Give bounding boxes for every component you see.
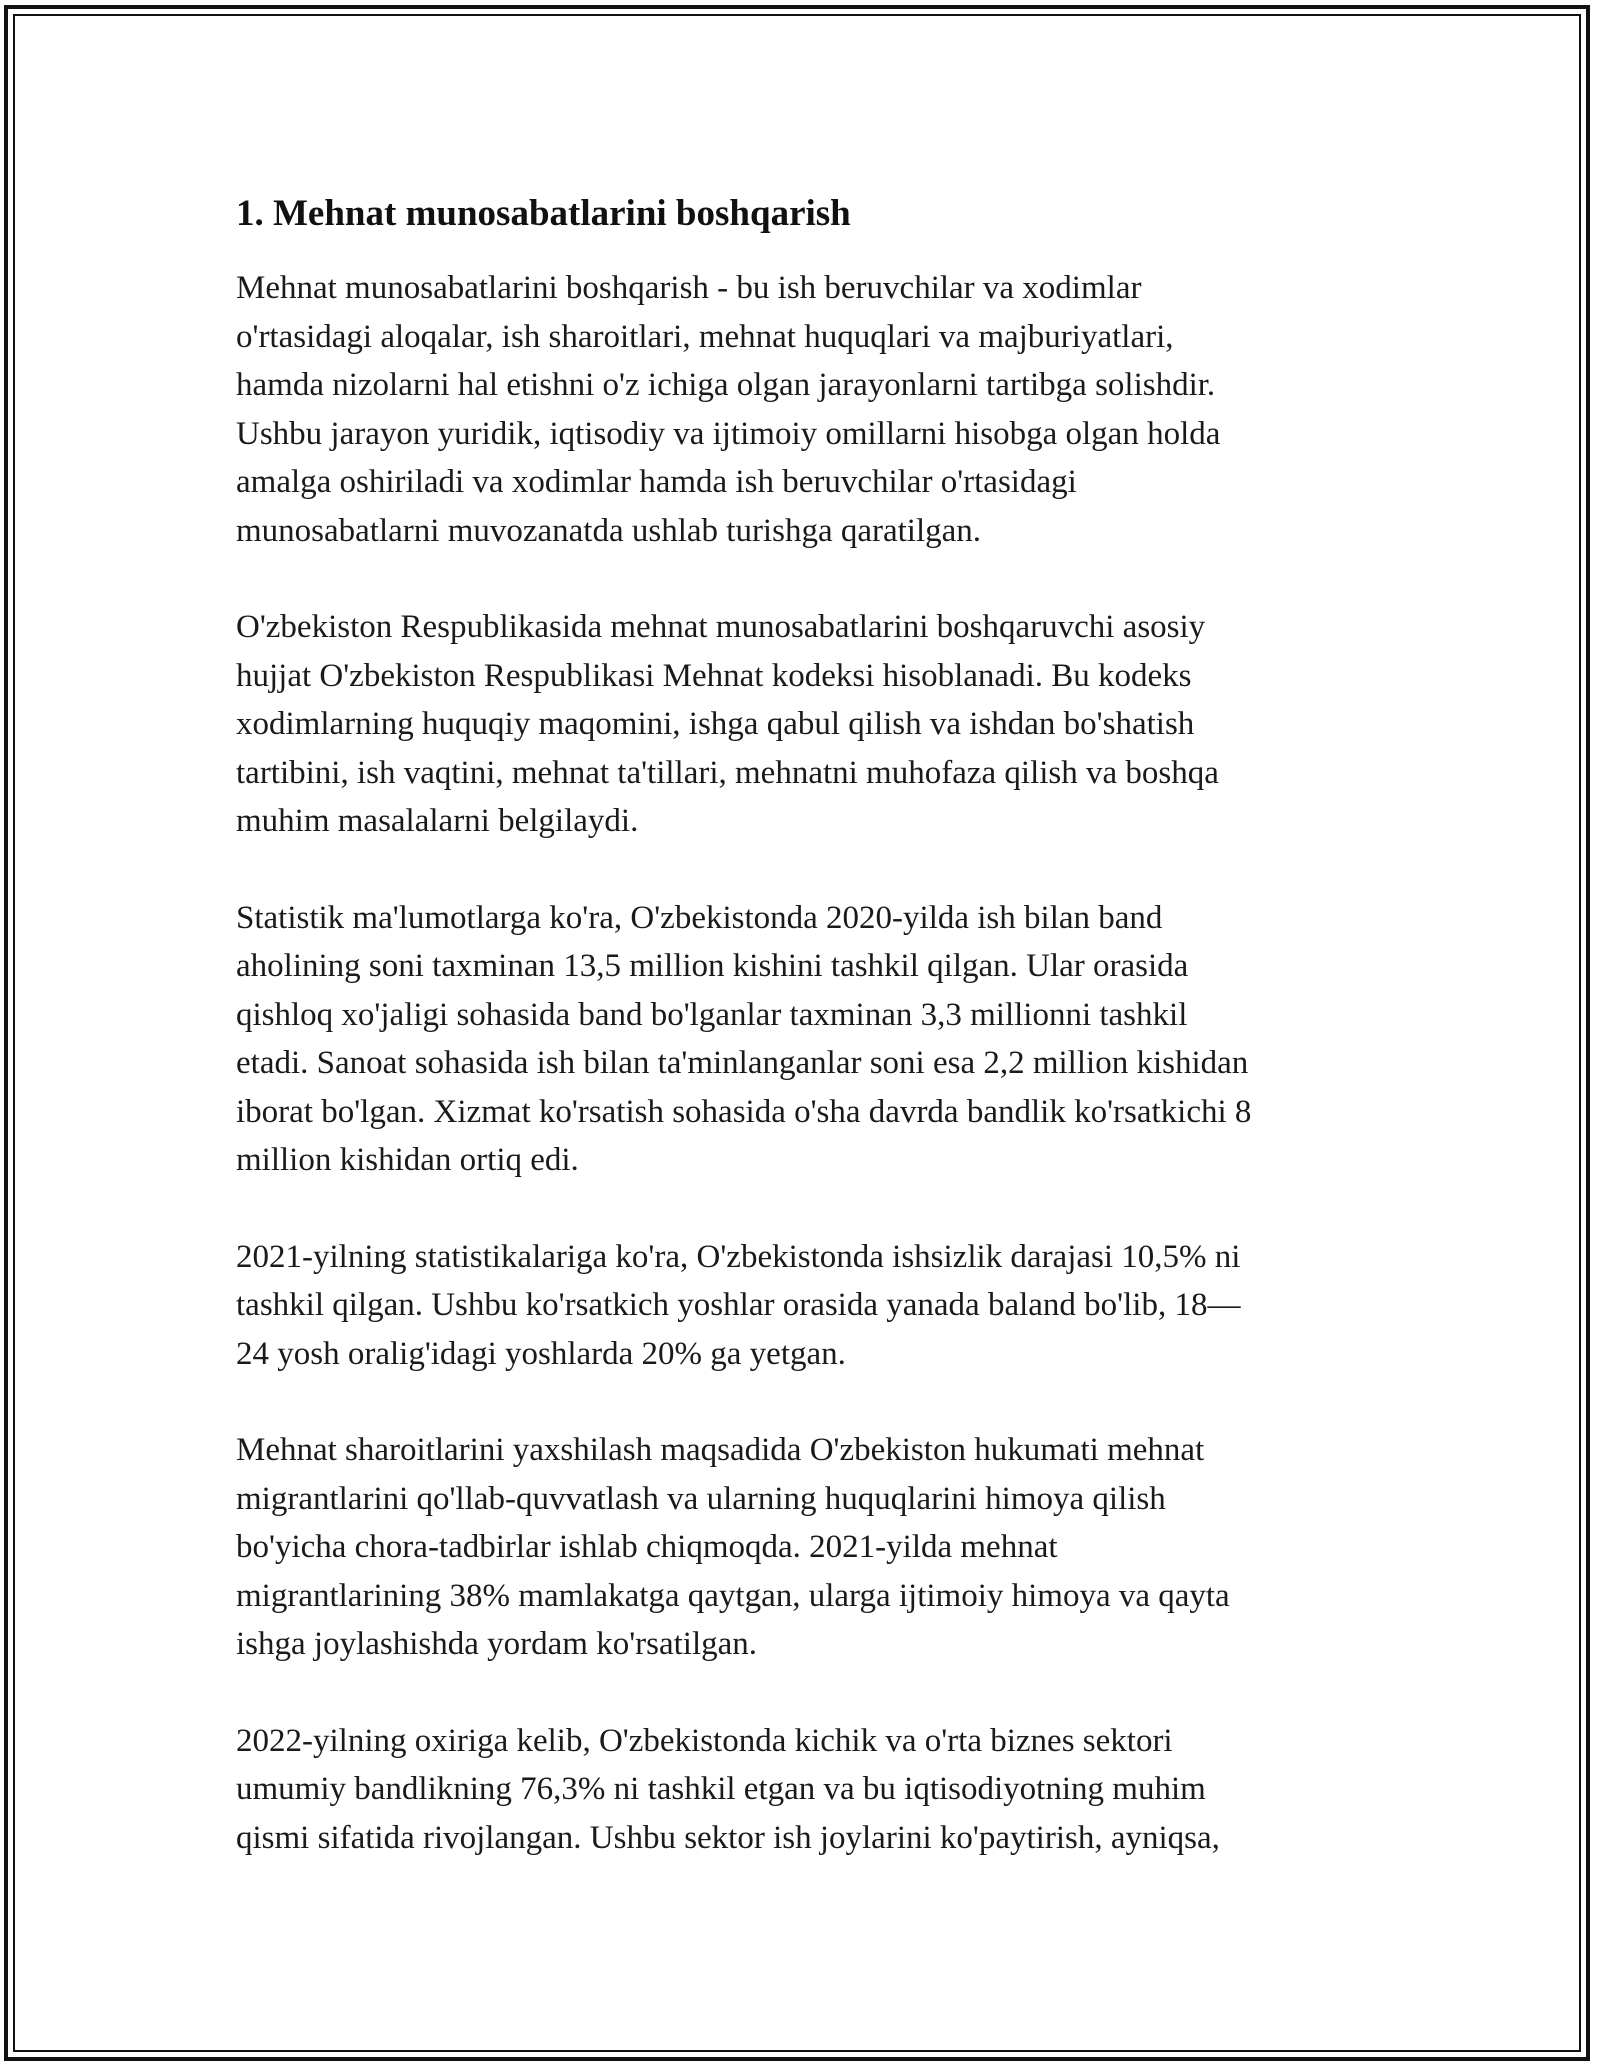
paragraph-line: hamda nizolarni hal etishni o'z ichiga olgan jarayonlarni tartibga solishdir.: [236, 367, 1216, 403]
paragraph-line: iborat bo'lgan. Xizmat ko'rsatish sohasida o'sha davrda bandlik ko'rsatkichi 8: [236, 1093, 1252, 1130]
paragraph-line: munosabatlarni muvozanatda ushlab turishga qaratilgan.: [236, 512, 982, 549]
paragraph-line: 24 yosh oralig'idagi yoshlarda 20% ga yetgan.: [236, 1335, 846, 1372]
paragraph-line: etadi. Sanoat sohasida ish bilan ta'minlanganlar soni esa 2,2 million kishidan: [236, 1045, 1249, 1081]
paragraph: [236, 1426, 1376, 1669]
paragraph-line: million kishidan ortiq edi.: [236, 1142, 579, 1178]
paragraph: [236, 603, 1376, 846]
paragraph-line: Statistik ma'lumotlarga ko'ra, O'zbekistonda 2020-yilda ish bilan band: [236, 899, 1163, 936]
paragraph-line: ishga joylashishda yordam ko'rsatilgan.: [236, 1626, 758, 1662]
document-body: [236, 184, 1376, 1910]
paragraph-line: o'rtasidagi aloqalar, ish sharoitlari, mehnat huquqlari va majburiyatlari,: [236, 318, 1174, 355]
paragraph-line: Ushbu jarayon yuridik, iqtisodiy va ijtimoiy omillarni hisobga olgan holda: [236, 415, 1221, 452]
paragraph-line: qismi sifatida rivojlangan. Ushbu sektor ish joylarini ko'paytirish, ayniqsa,: [236, 1819, 1220, 1856]
paragraph-line: xodimlarning huquqiy maqomini, ishga qabul qilish va ishdan bo'shatish: [236, 706, 1195, 742]
paragraph: [236, 1717, 1376, 1863]
paragraph-list: [236, 264, 1376, 1862]
paragraph-line: muhim masalalarni belgilaydi.: [236, 803, 639, 839]
paragraph-line: migrantlarining 38% mamlakatga qaytgan, ularga ijtimoiy himoya va qayta: [236, 1577, 1230, 1614]
paragraph-line: migrantlarini qo'llab-quvvatlash va ularning huquqlarini himoya qilish: [236, 1480, 1166, 1517]
paragraph-line: Mehnat sharoitlarini yaxshilash maqsadida O'zbekiston hukumati mehnat: [236, 1432, 1205, 1468]
paragraph: [236, 894, 1376, 1185]
paragraph-line: aholining soni taxminan 13,5 million kishini tashkil qilgan. Ular orasida: [236, 948, 1189, 984]
paragraph-line: 2022-yilning oxiriga kelib, O'zbekistonda kichik va o'rta biznes sektori: [236, 1722, 1173, 1759]
paragraph: [236, 264, 1376, 555]
paragraph-line: amalga oshiriladi va xodimlar hamda ish beruvchilar o'rtasidagi: [236, 464, 1077, 500]
paragraph-line: bo'yicha chora-tadbirlar ishlab chiqmoqda. 2021-yilda mehnat: [236, 1529, 1058, 1565]
paragraph-line: tashkil qilgan. Ushbu ko'rsatkich yoshlar orasida yanada baland bo'lib, 18—: [236, 1287, 1241, 1323]
paragraph-line: O'zbekiston Respublikasida mehnat munosabatlarini boshqaruvchi asosiy: [236, 609, 1206, 645]
paragraph-line: Mehnat munosabatlarini boshqarish - bu ish beruvchilar va xodimlar: [236, 270, 1142, 306]
paragraph-line: umumiy bandlikning 76,3% ni tashkil etgan va bu iqtisodiyotning muhim: [236, 1771, 1206, 1807]
paragraph: [236, 1233, 1376, 1379]
paragraph-line: qishloq xo'jaligi sohasida band bo'lganlar taxminan 3,3 millionni tashkil: [236, 996, 1188, 1033]
paragraph-line: 2021-yilning statistikalariga ko'ra, O'zbekistonda ishsizlik darajasi 10,5% ni: [236, 1238, 1241, 1275]
section-heading: 1. Mehnat munosabatlarini boshqarish: [236, 193, 851, 234]
paragraph-line: tartibini, ish vaqtini, mehnat ta'tillari, mehnatni muhofaza qilish va boshqa: [236, 754, 1219, 791]
paragraph-line: hujjat O'zbekiston Respublikasi Mehnat kodeksi hisoblanadi. Bu kodeks: [236, 657, 1192, 694]
